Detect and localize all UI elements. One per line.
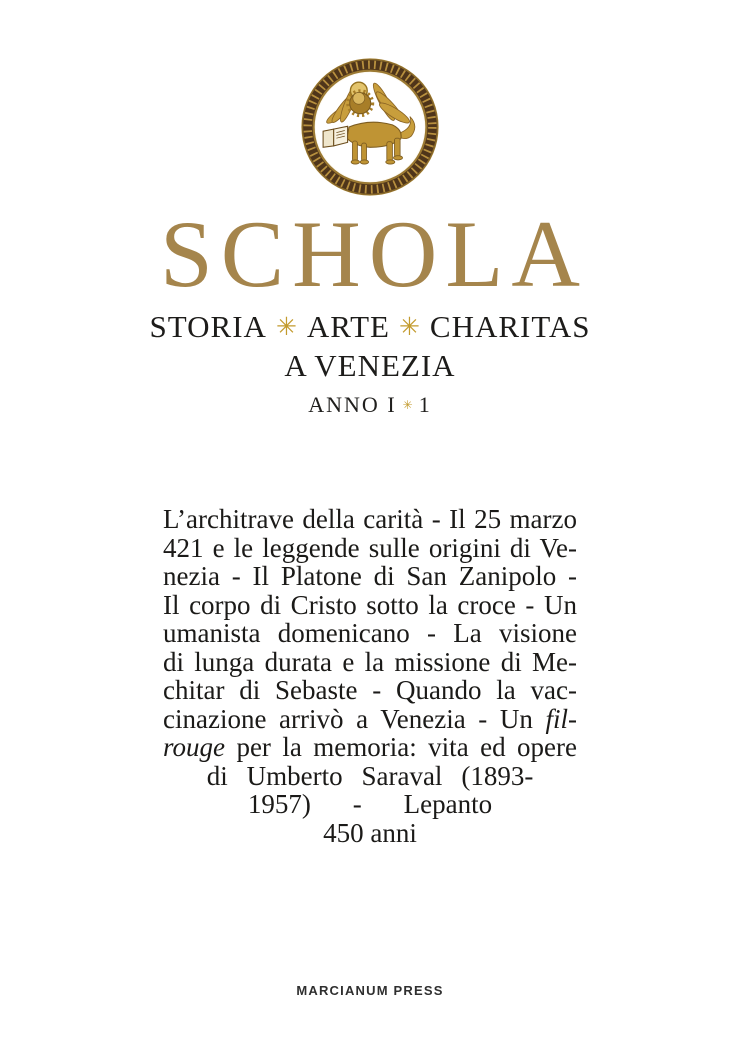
contents-line: nezia - Il Platone di San Zanipolo - [163, 561, 577, 591]
star-separator-icon: ✳ [398, 314, 421, 341]
subtitle-word-storia: STORIA [149, 309, 267, 344]
issue-line [0, 393, 740, 417]
contents-line: 450 anni [323, 817, 417, 848]
contents-line: L’architrave della carità - Il 25 marzo [163, 504, 577, 534]
contents-line: rouge per la memoria: vita ed opere [163, 732, 577, 762]
subtitle-word-charitas: CHARITAS [429, 309, 591, 344]
issue-number: 1 [418, 392, 432, 417]
contents-line: 421 e le leggende sulle origini di Ve- [163, 532, 577, 563]
contents-line: Il corpo di Cristo sotto la croce - Un [163, 589, 577, 620]
contents-line: cinazione arrivò a Venezia - Un fil- [163, 703, 577, 734]
contents-line: umanista domenicano - La visione [163, 618, 577, 648]
subtitle-line [0, 308, 740, 347]
contents-line: di lunga durata e la missione di Me- [163, 646, 577, 677]
subtitle-line2: A VENEZIA [284, 348, 456, 383]
lion-of-saint-mark-icon [300, 57, 440, 197]
subtitle-word-arte: ARTE [306, 309, 390, 344]
contents-line: di Umberto Saraval (1893- [206, 760, 534, 791]
issue-star-icon: ✳ [402, 398, 413, 412]
magazine-title: SCHOLA [159, 201, 589, 307]
issue-label: ANNO I [308, 392, 397, 417]
contents-line: 1957) - Lepanto [247, 789, 493, 819]
star-separator-icon: ✳ [275, 314, 298, 341]
contents-line: chitar di Sebaste - Quando la vac- [163, 675, 577, 705]
publisher-imprint: MARCIANUM PRESS [296, 983, 444, 998]
contents-list [163, 505, 577, 847]
